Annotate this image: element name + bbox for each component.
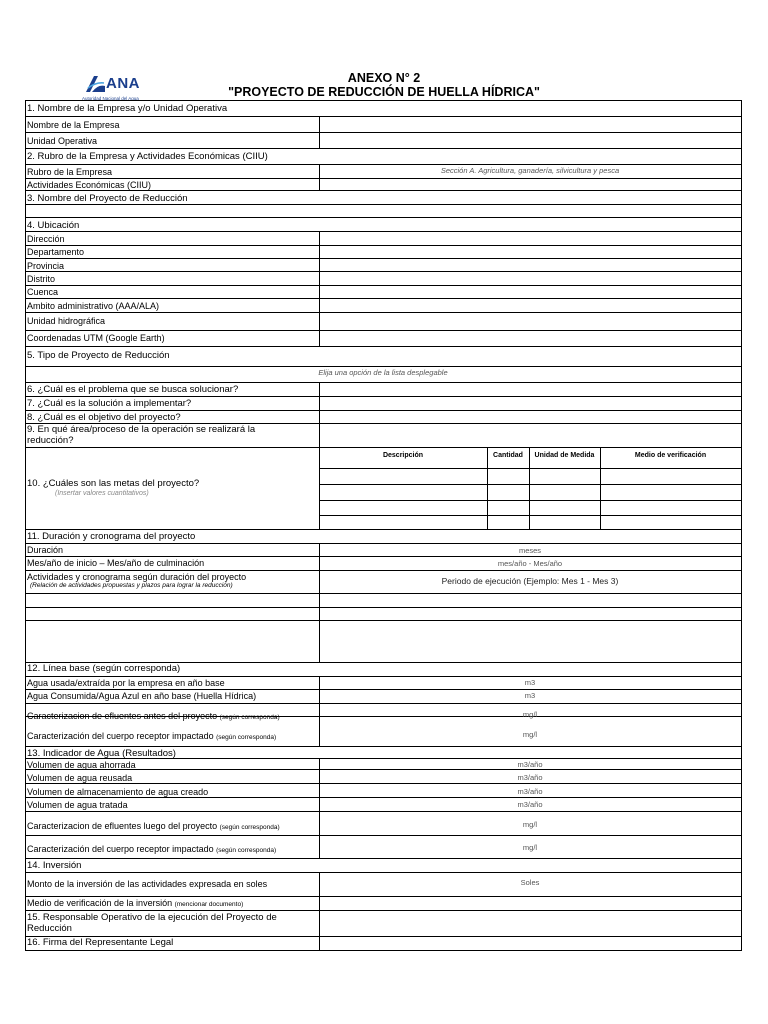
location-basin-label: Cuenca bbox=[27, 287, 59, 297]
section-4-title: 4. Ubicación bbox=[27, 220, 80, 231]
baseline-row-unit[interactable]: m3 bbox=[524, 678, 536, 687]
indicator-row-unit[interactable]: m3/año bbox=[517, 773, 543, 782]
company-name-label: Nombre de la Empresa bbox=[27, 120, 120, 130]
section-7-title: 7. ¿Cuál es la solución a implementar? bbox=[27, 398, 192, 409]
indicator-row-unit[interactable]: mg/l bbox=[522, 843, 538, 852]
indicator-row-unit[interactable]: mg/l bbox=[522, 820, 538, 829]
baseline-row-label: Caracterización del cuerpo receptor impactado (según corresponda) bbox=[27, 731, 277, 741]
location-utm-label: Coordenadas UTM (Google Earth) bbox=[27, 333, 165, 343]
section-13-title: 13. Indicador de Agua (Resultados) bbox=[27, 748, 176, 759]
form-table bbox=[25, 100, 741, 950]
logo-subtitle: Autoridad Nacional del Agua bbox=[82, 96, 139, 101]
section-11-title: 11. Duración y cronograma del proyecto bbox=[27, 531, 196, 542]
duration-value[interactable]: meses bbox=[518, 546, 542, 555]
section-15-title-line1: 15. Responsable Operativo de la ejecución del Proyecto de bbox=[27, 912, 277, 923]
indicator-row-unit[interactable]: m3/año bbox=[517, 760, 543, 769]
economic-activities-label: Actividades Económicas (CIIU) bbox=[27, 180, 152, 190]
start-end-value[interactable]: mes/año - Mes/año bbox=[497, 559, 563, 568]
section-9-title-line1: 9. En qué área/proceso de la operación se realizará la bbox=[27, 424, 256, 435]
duration-label: Duración bbox=[27, 545, 64, 555]
section-14-title: 14. Inversión bbox=[27, 860, 82, 871]
indicator-row-unit[interactable]: m3/año bbox=[517, 800, 543, 809]
schedule-label: Actividades y cronograma según duración del proyecto bbox=[27, 572, 247, 582]
baseline-row-label: Agua usada/extraída por la empresa en año base bbox=[27, 678, 225, 688]
section-8-title: 8. ¿Cuál es el objetivo del proyecto? bbox=[27, 412, 181, 423]
indicator-row-label: Volumen de agua ahorrada bbox=[27, 760, 136, 770]
goals-header-description: Descripción bbox=[382, 452, 424, 459]
location-district-label: Distrito bbox=[27, 274, 56, 284]
project-title: "PROYECTO DE REDUCCIÓN DE HUELLA HÍDRICA" bbox=[228, 85, 540, 99]
investment-amount-label: Monto de la inversión de las actividades expresada en soles bbox=[27, 879, 268, 889]
location-department-label: Departamento bbox=[27, 247, 85, 257]
goals-header-quantity: Cantidad bbox=[493, 452, 523, 459]
project-type-select[interactable]: Elija una opción de la lista desplegable bbox=[318, 368, 448, 377]
annex-title: ANEXO N° 2 bbox=[347, 71, 421, 85]
section-16-title: 16. Firma del Representante Legal bbox=[27, 937, 174, 948]
indicator-row-label: Volumen de almacenamiento de agua creado bbox=[27, 787, 209, 797]
investment-amount-value[interactable]: Soles bbox=[520, 878, 540, 887]
goals-hint: (Insertar valores cuantitativos) bbox=[55, 490, 149, 497]
schedule-note: (Relación de actividades propuestas y plazos para lograr la reducción) bbox=[30, 582, 233, 589]
baseline-row-unit[interactable]: m3 bbox=[524, 691, 536, 700]
section-9-title-line2: reducción? bbox=[27, 435, 74, 446]
section-3-title: 3. Nombre del Proyecto de Reducción bbox=[27, 193, 188, 204]
location-hydro-unit-label: Unidad hidrográfica bbox=[27, 316, 106, 326]
section-2-title: 2. Rubro de la Empresa y Actividades Económicas (CIIU) bbox=[27, 151, 268, 162]
baseline-row-unit[interactable]: mg/l bbox=[522, 730, 538, 739]
baseline-row-label: Caracterizacion de efluentes antes del proyecto (según corresponda) bbox=[27, 711, 280, 721]
baseline-row-unit[interactable]: mg/l bbox=[522, 710, 538, 719]
section-12-title: 12. Línea base (según corresponda) bbox=[27, 663, 181, 674]
baseline-row-label: Agua Consumida/Agua Azul en año base (Huella Hídrica) bbox=[27, 691, 257, 701]
execution-period-header: Periodo de ejecución (Ejemplo: Mes 1 - Mes 3) bbox=[441, 576, 619, 586]
location-province-label: Provincia bbox=[27, 261, 65, 271]
operating-unit-label: Unidad Operativa bbox=[27, 136, 98, 146]
business-sector-value[interactable]: Sección A. Agricultura, ganadería, silvicultura y pesca bbox=[440, 166, 620, 175]
indicator-row-label: Caracterización del cuerpo receptor impactado (según corresponda) bbox=[27, 844, 277, 854]
section-1-title: 1. Nombre de la Empresa y/o Unidad Operativa bbox=[27, 103, 228, 114]
section-10-title: 10. ¿Cuáles son las metas del proyecto? bbox=[27, 478, 200, 489]
goals-header-verification: Medio de verificación bbox=[634, 452, 707, 459]
location-admin-scope-label: Ambito administrativo (AAA/ALA) bbox=[27, 301, 160, 311]
goals-header-unit: Unidad de Medida bbox=[534, 452, 595, 459]
indicator-row-unit[interactable]: m3/año bbox=[517, 787, 543, 796]
section-6-title: 6. ¿Cuál es el problema que se busca solucionar? bbox=[27, 384, 239, 395]
investment-verification-label: Medio de verificación de la inversión (mencionar documento) bbox=[27, 898, 244, 908]
business-sector-label: Rubro de la Empresa bbox=[27, 167, 113, 177]
location-address-label: Dirección bbox=[27, 234, 65, 244]
section-15-title-line2: Reducción bbox=[27, 923, 72, 934]
logo-name: ANA bbox=[106, 75, 140, 92]
start-end-label: Mes/año de inicio – Mes/año de culminación bbox=[27, 558, 205, 568]
section-5-title: 5. Tipo de Proyecto de Reducción bbox=[27, 350, 170, 361]
indicator-row-label: Caracterizacion de efluentes luego del proyecto (según corresponda) bbox=[27, 821, 280, 831]
indicator-row-label: Volumen de agua tratada bbox=[27, 800, 128, 810]
indicator-row-label: Volumen de agua reusada bbox=[27, 773, 133, 783]
